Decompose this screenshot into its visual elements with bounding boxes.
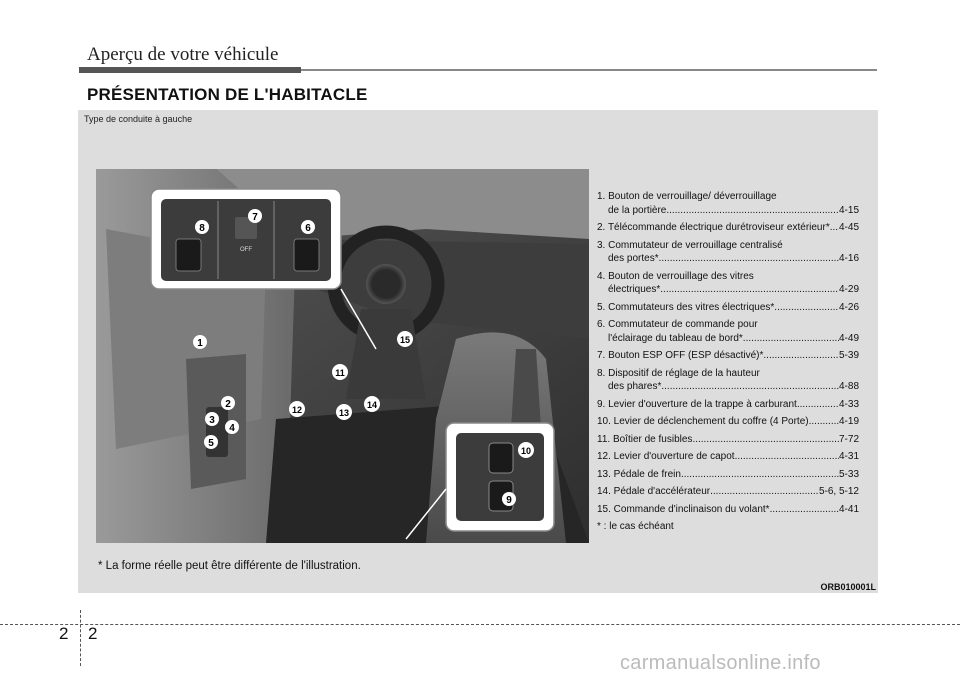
legend-text: 2. Télécommande électrique durétroviseur extérieur*	[597, 222, 830, 233]
svg-text:14: 14	[366, 400, 378, 410]
svg-text:13: 13	[338, 408, 350, 418]
cabin-illustration	[96, 169, 589, 543]
chapter-number: 2	[59, 624, 69, 643]
callout-2	[221, 396, 235, 410]
legend-leader-dots	[735, 450, 839, 464]
legend-text: l'éclairage du tableau de bord*	[608, 332, 743, 344]
legend-text: 6. Commutateur de commande pour	[597, 319, 758, 330]
legend-text: 3. Commutateur de verrouillage centralisé	[597, 239, 783, 251]
legend-text: 10. Levier de déclenchement du coffre (4 Porte)	[597, 416, 809, 427]
legend-leader-dots	[774, 301, 839, 315]
legend-line	[597, 332, 859, 346]
legend-page-ref: 4-16	[838, 253, 859, 264]
legend-page-ref: 5-6, 5-12	[818, 486, 859, 497]
legend-line	[597, 204, 859, 218]
interior-overview-panel	[78, 110, 878, 593]
legend-text: 12. Levier d'ouverture de capot	[597, 451, 735, 462]
legend-text: électriques*	[608, 284, 661, 295]
legend-leader-dots	[809, 415, 839, 429]
legend-line	[597, 367, 859, 381]
legend-line	[597, 450, 859, 464]
page-number: 2	[88, 624, 98, 643]
legend-text: 11. Boîtier de fusibles	[597, 433, 693, 445]
callout-3	[205, 412, 219, 426]
callout-10	[518, 442, 534, 458]
svg-text:3: 3	[209, 415, 215, 426]
legend-leader-dots	[797, 398, 839, 412]
legend-page-ref: 4-26	[838, 301, 859, 313]
image-reference-code: ORB010001L	[820, 582, 876, 592]
legend-item	[597, 367, 859, 394]
svg-text:7: 7	[252, 212, 258, 223]
callout-4	[225, 420, 239, 434]
legend-text: de la portière	[608, 204, 667, 216]
callout-14	[364, 396, 380, 412]
legend-line	[597, 239, 859, 253]
legend-line	[597, 301, 859, 315]
svg-text:2: 2	[225, 399, 231, 410]
legend-item	[597, 270, 859, 297]
esp-off-label: OFF	[240, 247, 252, 253]
legend-line	[597, 398, 859, 412]
legend-page-ref: 4-88	[838, 381, 859, 392]
header-rule-light	[301, 69, 877, 71]
legend-page-ref: 4-31	[838, 451, 859, 462]
legend-item	[597, 450, 859, 464]
legend-text: 7. Bouton ESP OFF (ESP désactivé)*	[597, 350, 764, 361]
legend-text: 9. Levier d'ouverture de la trappe à carburant	[597, 398, 797, 410]
callout-8	[195, 220, 209, 234]
legend-line	[597, 221, 859, 235]
legend-line	[597, 380, 859, 394]
legend-page-ref: 4-19	[838, 416, 859, 427]
callout-13	[336, 404, 352, 420]
legend-text: des portes*	[608, 253, 659, 264]
legend-leader-dots	[661, 380, 839, 394]
svg-text:9: 9	[506, 495, 512, 506]
legend-line	[597, 190, 859, 204]
legend-leader-dots	[659, 252, 839, 266]
legend-item	[597, 301, 859, 315]
svg-text:15: 15	[399, 335, 411, 345]
legend-page-ref: 4-29	[838, 284, 859, 295]
svg-text:6: 6	[305, 223, 311, 234]
legend-text: 13. Pédale de frein	[597, 468, 681, 480]
legend-text: 8. Dispositif de réglage de la hauteur	[597, 367, 760, 379]
legend-item	[597, 318, 859, 345]
running-header: Aperçu de votre véhicule	[87, 44, 279, 65]
legend-leader-dots	[666, 204, 839, 218]
legend-text: 5. Commutateurs des vitres électriques*	[597, 301, 775, 313]
legend-page-ref: 5-39	[838, 350, 859, 361]
legend-line	[597, 433, 859, 447]
callout-11	[332, 364, 348, 380]
legend-line	[597, 485, 859, 499]
legend-page-ref: 4-15	[838, 204, 859, 216]
legend-page-ref: 4-33	[838, 398, 859, 410]
callout-7	[248, 209, 262, 223]
component-legend	[597, 190, 859, 534]
legend-page-ref: 4-41	[838, 503, 859, 515]
svg-text:1: 1	[197, 338, 203, 349]
legend-line	[597, 503, 859, 517]
svg-text:10: 10	[520, 446, 532, 456]
legend-text: des phares*	[608, 381, 662, 392]
callout-15	[397, 331, 413, 347]
legend-item	[597, 503, 859, 517]
legend-text: 4. Bouton de verrouillage des vitres	[597, 270, 754, 282]
svg-text:4: 4	[229, 423, 235, 434]
legend-leader-dots	[681, 468, 839, 482]
legend-leader-dots	[692, 433, 839, 447]
legend-item	[597, 239, 859, 266]
legend-line	[597, 349, 859, 363]
legend-page-ref: 4-49	[838, 332, 859, 344]
legend-item	[597, 433, 859, 447]
legend-leader-dots	[660, 283, 839, 297]
legend-page-ref: 7-72	[838, 433, 859, 445]
illustration-disclaimer: * La forme réelle peut être différente de l'illustration.	[98, 560, 361, 572]
legend-footnote: * : le cas échéant	[597, 521, 674, 532]
legend-item	[597, 221, 859, 235]
legend-text: 15. Commande d'inclinaison du volant*	[597, 503, 770, 515]
callout-6	[301, 220, 315, 234]
legend-leader-dots	[763, 349, 839, 363]
header-rule-dark	[79, 67, 301, 73]
legend-page-ref: 4-45	[838, 222, 859, 233]
legend-text: 14. Pédale d'accélérateur	[597, 486, 711, 497]
legend-item	[597, 485, 859, 499]
legend-line	[597, 252, 859, 266]
footer-rule	[0, 624, 960, 625]
legend-leader-dots	[710, 485, 819, 499]
legend-leader-dots	[743, 332, 839, 346]
legend-item	[597, 349, 859, 363]
svg-text:5: 5	[208, 438, 214, 449]
callout-12	[289, 401, 305, 417]
legend-line	[597, 415, 859, 429]
legend-item	[597, 468, 859, 482]
legend-item	[597, 398, 859, 412]
callout-5	[204, 435, 218, 449]
section-title: PRÉSENTATION DE L'HABITACLE	[87, 85, 368, 104]
drive-type-caption: Type de conduite à gauche	[84, 114, 193, 124]
watermark: carmanualsonline.info	[620, 652, 821, 674]
callout-1	[193, 335, 207, 349]
legend-item	[597, 190, 859, 217]
legend-leader-dots	[830, 221, 839, 235]
legend-line	[597, 318, 859, 332]
footer-divider	[80, 610, 81, 666]
legend-line	[597, 468, 859, 482]
legend-text: 1. Bouton de verrouillage/ déverrouillage	[597, 191, 777, 202]
legend-line	[597, 283, 859, 297]
legend-leader-dots	[770, 503, 839, 517]
svg-text:12: 12	[291, 405, 303, 415]
svg-text:11: 11	[335, 368, 345, 378]
legend-item	[597, 415, 859, 429]
svg-text:8: 8	[199, 223, 205, 234]
callout-9	[502, 492, 516, 506]
legend-line	[597, 270, 859, 284]
legend-page-ref: 5-33	[838, 468, 859, 480]
